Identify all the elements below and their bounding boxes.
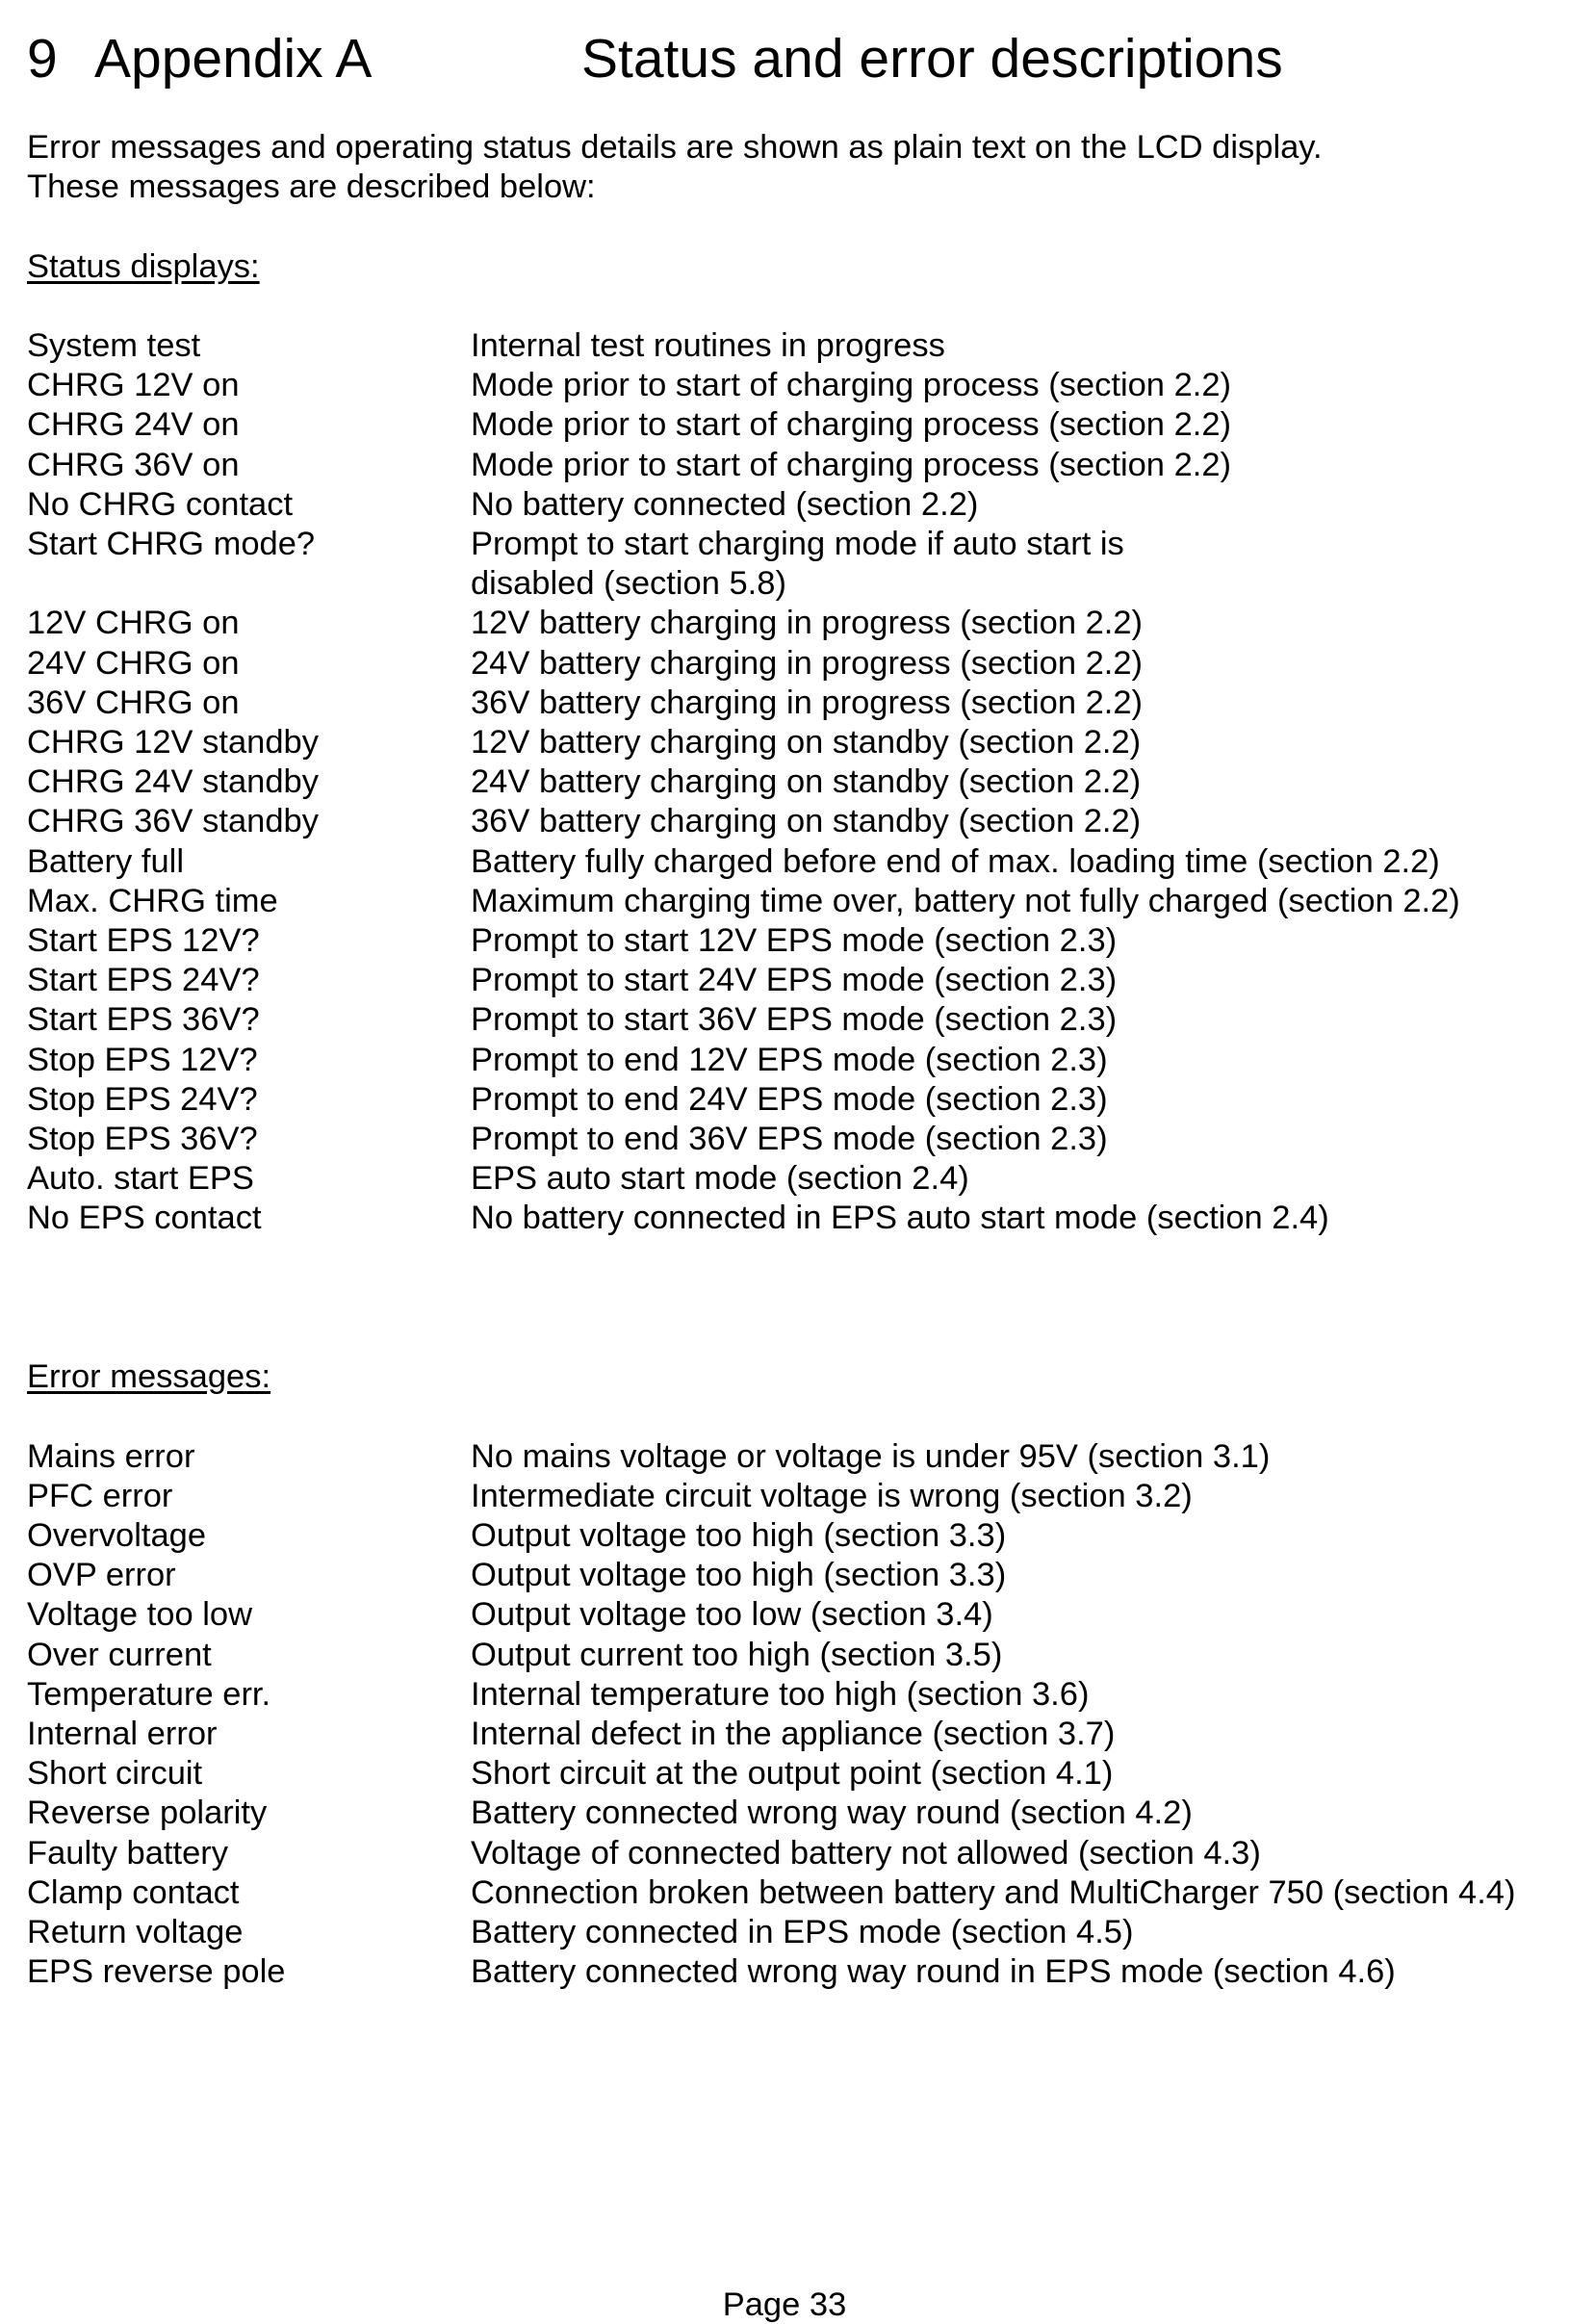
- message-term: Battery full: [27, 842, 184, 880]
- description-line: 24V battery charging in progress (section 2.2): [471, 644, 1144, 682]
- definition-row: [27, 1041, 1557, 1080]
- definition-row: [27, 1437, 1557, 1477]
- message-description: [471, 1556, 1557, 1595]
- message-term: Max. CHRG time: [27, 882, 278, 919]
- description-line: Battery connected wrong way round in EPS mode (section 4.6): [471, 1953, 1396, 1991]
- definition-row: [27, 1120, 1557, 1159]
- definition-row: [27, 326, 1557, 366]
- message-description: [471, 802, 1557, 841]
- message-description: [471, 1636, 1557, 1675]
- definition-row: [27, 1556, 1557, 1595]
- message-term: CHRG 24V on: [27, 406, 240, 444]
- description-line: Prompt to end 36V EPS mode (section 2.3): [471, 1121, 1108, 1158]
- description-line: Battery fully charged before end of max. loading time (section 2.2): [471, 842, 1440, 880]
- description-line: Connection broken between battery and MultiCharger 750 (section 4.4): [471, 1873, 1516, 1911]
- message-description: [471, 921, 1557, 961]
- intro-line-2: These messages are described below:: [27, 168, 596, 206]
- message-term: Start EPS 24V?: [27, 962, 260, 999]
- message-description: [471, 326, 1557, 366]
- status-list: [27, 326, 1557, 1239]
- description-line: Internal defect in the appliance (section 3.7): [471, 1716, 1116, 1753]
- message-description: [471, 1873, 1557, 1913]
- message-description: [471, 1834, 1557, 1873]
- message-description: [471, 1080, 1557, 1120]
- description-line: 36V battery charging on standby (section 2.2): [471, 803, 1142, 840]
- description-line: Battery connected wrong way round (section 4.2): [471, 1795, 1193, 1832]
- message-description: [471, 1675, 1557, 1715]
- message-term: CHRG 36V on: [27, 446, 240, 483]
- intro-line-1: Error messages and operating status details are shown as plain text on the LCD display.: [27, 129, 1323, 166]
- definition-row: [27, 604, 1557, 643]
- message-term: Temperature err.: [27, 1675, 271, 1713]
- definition-row: [27, 1675, 1557, 1715]
- message-description: [471, 1000, 1557, 1040]
- description-line: 24V battery charging on standby (section 2.2): [471, 763, 1142, 801]
- message-description: [471, 405, 1557, 445]
- description-line: 12V battery charging in progress (section 2.2): [471, 605, 1144, 642]
- description-line: Output current too high (section 3.5): [471, 1636, 1003, 1673]
- message-term: Auto. start EPS: [27, 1160, 254, 1198]
- definition-row: [27, 644, 1557, 684]
- description-line: EPS auto start mode (section 2.4): [471, 1160, 969, 1198]
- description-line: disabled (section 5.8): [471, 565, 786, 603]
- definition-row: [27, 525, 1557, 604]
- message-description: [471, 1199, 1557, 1238]
- definition-row: [27, 842, 1557, 882]
- definition-row: [27, 1000, 1557, 1040]
- definition-row: [27, 684, 1557, 723]
- message-description: [471, 1754, 1557, 1794]
- message-description: [471, 1159, 1557, 1199]
- message-description: [471, 882, 1557, 921]
- definition-row: [27, 762, 1557, 802]
- description-line: Internal temperature too high (section 3.6): [471, 1675, 1090, 1713]
- message-description: [471, 762, 1557, 802]
- message-description: [471, 842, 1557, 882]
- error-list: [27, 1437, 1557, 1993]
- definition-row: [27, 1834, 1557, 1873]
- definition-row: [27, 405, 1557, 445]
- description-line: No battery connected (section 2.2): [471, 485, 979, 523]
- message-description: [471, 684, 1557, 723]
- message-term: No CHRG contact: [27, 485, 294, 523]
- message-description: [471, 1516, 1557, 1556]
- definition-row: [27, 1715, 1557, 1754]
- description-line: Output voltage too low (section 3.4): [471, 1596, 993, 1634]
- definition-row: [27, 1754, 1557, 1794]
- definition-row: [27, 1199, 1557, 1238]
- definition-row: [27, 1873, 1557, 1913]
- message-description: [471, 1595, 1557, 1635]
- definition-row: [27, 1794, 1557, 1833]
- definition-row: [27, 802, 1557, 841]
- message-term: EPS reverse pole: [27, 1953, 286, 1991]
- definition-row: [27, 961, 1557, 1000]
- description-line: Maximum charging time over, battery not fully charged (section 2.2): [471, 882, 1460, 919]
- description-line: Prompt to end 12V EPS mode (section 2.3): [471, 1041, 1108, 1078]
- message-term: PFC error: [27, 1477, 173, 1514]
- description-line: Mode prior to start of charging process (section 2.2): [471, 367, 1232, 404]
- message-term: Internal error: [27, 1716, 218, 1753]
- message-term: CHRG 12V standby: [27, 724, 319, 762]
- message-description: [471, 1477, 1557, 1516]
- chapter-number: 9: [27, 28, 58, 90]
- page-content: [27, 128, 1557, 1992]
- definition-row: [27, 1952, 1557, 1992]
- message-term: Voltage too low: [27, 1596, 253, 1634]
- message-term: Start EPS 36V?: [27, 1001, 260, 1039]
- description-line: Internal test routines in progress: [471, 326, 945, 364]
- message-description: [471, 1041, 1557, 1080]
- message-term: Start EPS 12V?: [27, 922, 260, 960]
- message-description: [471, 1437, 1557, 1477]
- error-messages-heading: Error messages:: [27, 1358, 271, 1396]
- page-number: Page 33: [722, 2286, 847, 2323]
- message-description: [471, 961, 1557, 1000]
- message-description: [471, 366, 1557, 405]
- message-term: Stop EPS 12V?: [27, 1041, 258, 1078]
- message-term: OVP error: [27, 1557, 176, 1594]
- chapter-heading: [27, 27, 1542, 90]
- message-term: Stop EPS 36V?: [27, 1121, 258, 1158]
- section-title: Status and error descriptions: [581, 28, 1283, 90]
- description-line: No battery connected in EPS auto start mode (section 2.4): [471, 1200, 1329, 1237]
- description-line: Output voltage too high (section 3.3): [471, 1517, 1007, 1555]
- definition-row: [27, 1595, 1557, 1635]
- message-term: Mains error: [27, 1437, 195, 1475]
- message-term: Return voltage: [27, 1914, 244, 1951]
- message-term: 24V CHRG on: [27, 644, 240, 682]
- message-description: [471, 1913, 1557, 1952]
- description-line: 36V battery charging in progress (section 2.2): [471, 684, 1144, 721]
- definition-row: [27, 366, 1557, 405]
- description-line: Short circuit at the output point (section 4.1): [471, 1755, 1114, 1793]
- message-term: 12V CHRG on: [27, 605, 240, 642]
- message-description: [471, 604, 1557, 643]
- message-term: CHRG 24V standby: [27, 763, 319, 801]
- message-term: Over current: [27, 1636, 212, 1673]
- description-line: Prompt to start 12V EPS mode (section 2.3): [471, 922, 1118, 960]
- description-line: Prompt to start 24V EPS mode (section 2.3): [471, 962, 1118, 999]
- message-term: Clamp contact: [27, 1873, 240, 1911]
- definition-row: [27, 1159, 1557, 1199]
- description-line: Intermediate circuit voltage is wrong (section 3.2): [471, 1477, 1193, 1514]
- description-line: Prompt to end 24V EPS mode (section 2.3): [471, 1080, 1108, 1118]
- definition-row: [27, 1516, 1557, 1556]
- description-line: 12V battery charging on standby (section 2.2): [471, 724, 1142, 762]
- message-term: 36V CHRG on: [27, 684, 240, 721]
- description-line: Battery connected in EPS mode (section 4.5): [471, 1914, 1134, 1951]
- definition-row: [27, 1477, 1557, 1516]
- message-term: Stop EPS 24V?: [27, 1080, 258, 1118]
- message-description: [471, 1952, 1557, 1992]
- definition-row: [27, 485, 1557, 525]
- description-line: Output voltage too high (section 3.3): [471, 1557, 1007, 1594]
- definition-row: [27, 921, 1557, 961]
- message-description: [471, 525, 1557, 604]
- message-term: CHRG 36V standby: [27, 803, 319, 840]
- message-term: Start CHRG mode?: [27, 526, 316, 562]
- definition-row: [27, 1913, 1557, 1952]
- spacer: [27, 1397, 1557, 1436]
- chapter-title: Appendix A: [94, 28, 373, 90]
- description-line: Voltage of connected battery not allowed (section 4.3): [471, 1834, 1261, 1872]
- description-line: Mode prior to start of charging process (section 2.2): [471, 406, 1232, 444]
- spacer: [27, 1239, 1557, 1358]
- message-description: [471, 723, 1557, 762]
- definition-row: [27, 882, 1557, 921]
- message-description: [471, 446, 1557, 485]
- message-term: Reverse polarity: [27, 1795, 268, 1832]
- description-line: Prompt to start charging mode if auto start is: [471, 526, 1124, 562]
- definition-row: [27, 1080, 1557, 1120]
- spacer: [27, 287, 1557, 326]
- message-description: [471, 644, 1557, 684]
- message-term: System test: [27, 326, 201, 364]
- description-line: Prompt to start 36V EPS mode (section 2.3): [471, 1001, 1118, 1039]
- spacer: [27, 207, 1557, 246]
- description-line: No mains voltage or voltage is under 95V (section 3.1): [471, 1437, 1271, 1475]
- status-displays-heading: Status displays:: [27, 247, 260, 285]
- message-term: Faulty battery: [27, 1834, 229, 1872]
- message-term: Overvoltage: [27, 1517, 207, 1555]
- message-description: [471, 1715, 1557, 1754]
- description-line: Mode prior to start of charging process (section 2.2): [471, 446, 1232, 483]
- message-description: [471, 1120, 1557, 1159]
- message-term: No EPS contact: [27, 1200, 262, 1237]
- message-term: CHRG 12V on: [27, 367, 240, 404]
- message-description: [471, 1794, 1557, 1833]
- definition-row: [27, 723, 1557, 762]
- definition-row: [27, 1636, 1557, 1675]
- message-description: [471, 485, 1557, 525]
- message-term: Short circuit: [27, 1755, 203, 1793]
- definition-row: [27, 446, 1557, 485]
